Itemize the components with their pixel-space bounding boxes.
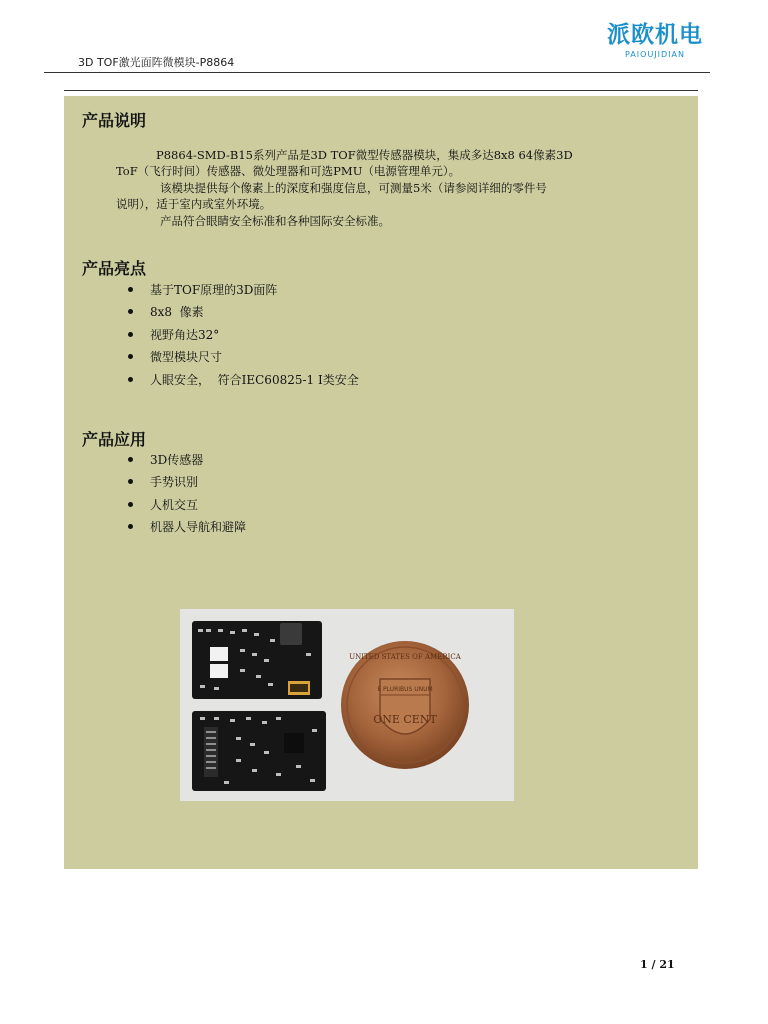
bullet-icon [128,457,133,462]
logo-chinese-text: 派欧机电 [607,22,703,48]
list-item [126,516,246,539]
list-item [126,301,359,324]
list-item [126,323,359,346]
header-rule [44,72,710,73]
list-item [126,278,359,301]
bullet-icon [128,377,133,382]
applications-list [126,448,246,538]
list-item [126,346,359,369]
list-item-text: 人眼安全， 符合IEC60825-1 I类安全 [150,372,359,387]
section-heading-applications: 产品应用 [82,430,147,449]
product-photo [180,609,514,801]
coin-motto: E PLURIBUS UNUM [377,686,433,693]
coin-value: ONE CENT [373,713,437,726]
list-item-text: 微型模块尺寸 [150,350,223,365]
description-line-3: 该模块提供每个像素上的深度和强度信息，可测量5米（请参阅详细的零件号 [160,181,547,195]
list-item-text: 3D传感器 [150,452,204,467]
company-logo [600,22,710,59]
bullet-icon [128,287,133,292]
coin-top-text: UNITED STATES OF AMERICA [349,653,461,661]
section-heading-description: 产品说明 [82,111,147,130]
page-number: 1 / 21 [640,958,675,971]
list-item [126,368,359,391]
logo-english-text: PAIOUJIDIAN [625,50,685,59]
pcb-module-bottom [192,711,326,791]
content-top-rule [64,90,698,91]
list-item [126,448,246,471]
highlights-list [126,278,359,391]
list-item-text: 视野角达32° [150,327,220,342]
description-line-4: 说明），适于室内或室外环境。 [116,197,272,211]
description-line-5: 产品符合眼睛安全标准和各种国际安全标准。 [160,214,390,228]
document-header-title: 3D TOF激光面阵微模块-P8864 [78,56,235,69]
bullet-icon [128,332,133,337]
list-item-text: 基于TOF原理的3D面阵 [150,282,278,297]
list-item [126,471,246,494]
bullet-icon [128,309,133,314]
list-item [126,493,246,516]
description-line-1: P8864-SMD-B15系列产品是3D TOF微型传感器模块，集成多达8x8 64像素3D [156,148,573,162]
list-item-text: 机器人导航和避障 [150,520,247,535]
bullet-icon [128,479,133,484]
penny-coin [341,641,469,769]
section-heading-highlights: 产品亮点 [82,259,147,278]
list-item-text: 8x8 像素 [150,305,204,320]
description-line-2: ToF（飞行时间）传感器、微处理器和可选PMU（电源管理单元）。 [116,164,461,178]
list-item-text: 人机交互 [150,497,199,512]
bullet-icon [128,502,133,507]
pcb-module-top [192,621,322,699]
bullet-icon [128,354,133,359]
list-item-text: 手势识别 [150,475,199,490]
product-photo-illustration [180,609,514,801]
bullet-icon [128,524,133,529]
